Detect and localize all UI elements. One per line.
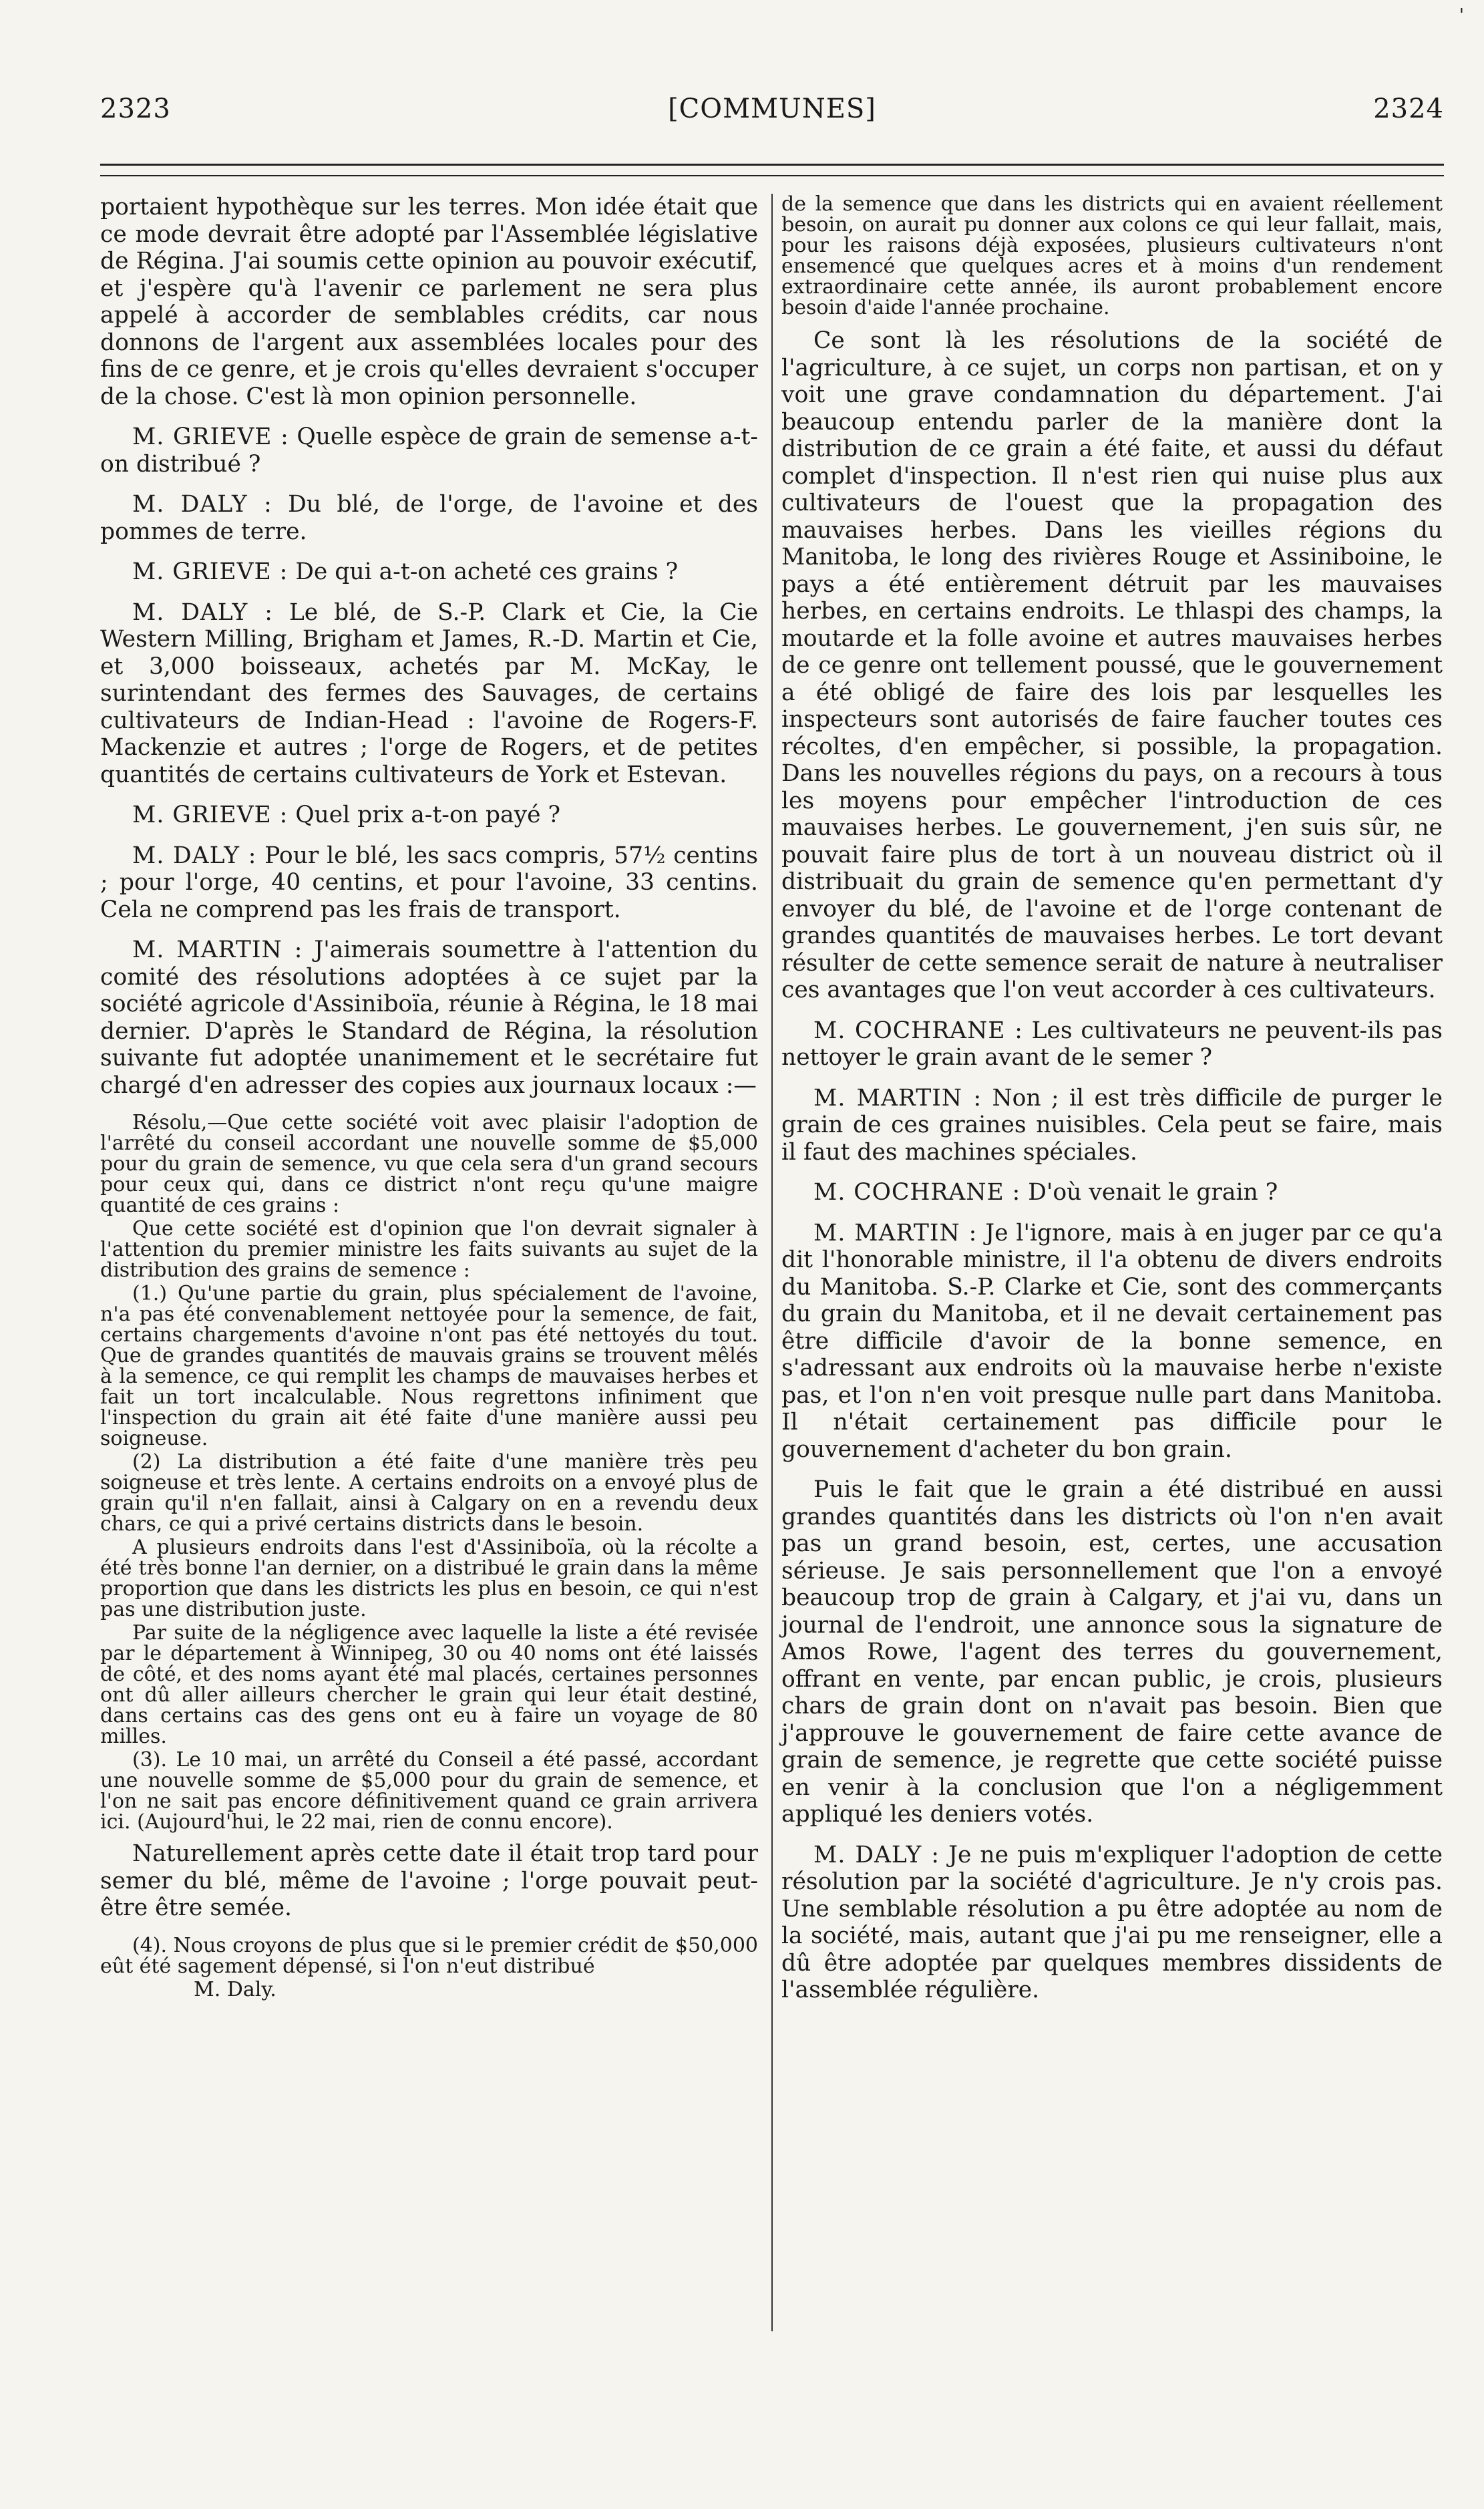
page-number-right: 2324 [1373, 94, 1444, 124]
page-header [100, 94, 1444, 140]
speaker: M. MARTIN : [813, 1084, 982, 1112]
speaker: M. COCHRANE : [813, 1179, 1021, 1206]
speaker: M. GRIEVE : [132, 802, 289, 828]
speaker: M. COCHRANE : [813, 1017, 1023, 1044]
resolution-paragraph: Que cette société est d'opinion que l'on devrait signaler à l'attention du premier ministre les faits suivants au sujet de la distribution des grains de semence : [100, 1217, 758, 1282]
speech: M. MARTIN : Non ; il est très difficile de purger le grain de ces graines nuisibles. Cela peut se faire, mais il faut des machines spéciales. [781, 1084, 1443, 1166]
speech: M. GRIEVE : De qui a-t-on acheté ces grains ? [132, 558, 679, 585]
resolution-quote [100, 1112, 758, 1832]
resolution-paragraph: Résolu,—Que cette société voit avec plaisir l'adoption de l'arrêté du conseil accordant une nouvelle somme de $5,000 pour du grain de semence, vu que cela sera d'un grand secours pour ceux qui, dans ce district n'ont reçu qu'une maigre quantité de ces grains : [100, 1111, 758, 1217]
header-rule-thick [100, 164, 1444, 166]
speech: M. GRIEVE : Quelle espèce de grain de semense a-t-on distribué ? [100, 424, 759, 478]
resolution-paragraph: (1.) Qu'une partie du grain, plus spécialement de l'avoine, n'a pas été convenablement nettoyée pour la semence, de fait, certains chargements d'avoine n'ont pas été nettoyés du tout. Que de grandes quantités de mauvais grains se trouvent mêlés à la semence, ce qui remplit les champs de mauvaises herbes et fait un tort incalculable. Nous regrettons infiniment que l'inspection du grain ait été faite d'une manière aussi peu soigneuse. [100, 1282, 758, 1450]
left-column [100, 194, 758, 2003]
right-column [781, 194, 1443, 2017]
header-rule-thin [100, 175, 1444, 176]
speech: M. GRIEVE : Quel prix a-t-on payé ? [132, 802, 560, 828]
speech: M. DALY : Le blé, de S.-P. Clark et Cie, la Cie Western Milling, Brigham et James, R.-D. Martin et Cie, et 3,000 boisseaux, achetés par M. McKay, le surintendant des fermes des Sauvages, de certains cultivateurs de Indian-Head : l'avoine de Rogers-F. Mackenzie et autres ; l'orge de Rogers, et de petites quantités de certains cultivateurs de York et Estevan. [100, 599, 759, 788]
speech: M. MARTIN : Je l'ignore, mais à en juger par ce qu'a dit l'honorable ministre, il l'a obtenu de divers endroits du Manitoba. S.-P. Clarke et Cie, sont des commerçants du grain du Manitoba, et il ne devait certainement pas être difficile d'avoir de la bonne semence, en s'adressant aux endroits où la mauvaise herbe n'existe pas, et l'on n'en voit presque nulle part dans Manitoba. Il n'était certainement pas difficile pour le gouvernement d'acheter du bon grain. [781, 1219, 1443, 1463]
speaker: M. DALY : [132, 491, 272, 518]
speech: M. MARTIN : J'aimerais soumettre à l'attention du comité des résolutions adoptées à ce sujet par la société agricole d'Assiniboïa, réunie à Régina, le 18 mai dernier. D'après le Standard de Régina, la résolution suivante fut adoptée unanimement et le secrétaire fut chargé d'en adresser des copies aux journaux locaux :— [100, 937, 759, 1099]
speech: M. DALY : Je ne puis m'expliquer l'adoption de cette résolution par la société d'agriculture. Je n'y crois pas. Une semblable résolution a pu être adoptée au nom de la société, mais, autant que j'ai pu me renseigner, elle a dû être adoptée par quelques membres dissidents de l'assemblée régulière. [781, 1841, 1443, 2003]
speaker: M. MARTIN : [813, 1219, 978, 1246]
column-divider [771, 194, 773, 2331]
speaker: M. MARTIN : [132, 937, 303, 963]
paragraph: portaient hypothèque sur les terres. Mon idée était que ce mode devrait être adopté par l'Assemblée législative de Régina. J'ai soumis cette opinion au pouvoir exécutif, et j'espère qu'à l'avenir ce parlement ne sera plus appelé à accorder de semblables crédits, car nous donnons de l'argent aux assemblées locales pour des fins de ce genre, et je crois qu'elles devraient s'occuper de la chose. C'est là mon opinion personnelle. [100, 194, 758, 410]
speaker: M. DALY : [132, 599, 273, 626]
resolution-paragraph: Par suite de la négligence avec laquelle la liste a été revisée par le département à Winnipeg, 30 ou 40 noms ont été laissés de côté, et des noms ayant été mal placés, certaines personnes ont dû aller ailleurs chercher le grain qui leur était destiné, dans certains cas des gens ont eu à faire un voyage de 80 milles. [100, 1621, 758, 1748]
resolution-paragraph: (4). Nous croyons de plus que si le premier crédit de $50,000 eût été sagement dépensé, si l'on n'eut distribué [100, 1933, 758, 1978]
paragraph: Puis le fait que le grain a été distribué en aussi grandes quantités dans les districts où l'on n'en avait pas un grand besoin, est, certes, une accusation sérieuse. Je sais personnellement que l'on a envoyé beaucoup trop de grain à Calgary, et j'ai vu, dans un journal de l'endroit, une annonce sous la signature de Amos Rowe, l'agent des terres du gouvernement, offrant en vente, par encan public, je crois, plusieurs chars de grain dont on n'avait pas besoin. Bien que j'approuve le gouvernement de faire cette avance de grain de semence, je regrette que cette société puisse en venir à la conclusion que l'on a négligemment appliqué les deniers votés. [781, 1476, 1443, 1828]
page-number-left: 2323 [100, 94, 171, 124]
corner-mark: ' [1459, 5, 1464, 25]
resolution-paragraph: (3). Le 10 mai, un arrêté du Conseil a été passé, accordant une nouvelle somme de $5,000 pour du grain de semence, et l'on ne sait pas encore définitivement quand ce grain arrivera ici. (Aujourd'hui, le 22 mai, rien de connu encore). [100, 1748, 758, 1834]
resolution-continuation: de la semence que dans les districts qui en avaient réellement besoin, on aurait pu donner aux colons ce qui leur fallait, mais, pour les raisons déjà exposées, plusieurs cultivateurs n'ont ensemencé que quelques acres et à moins d'un rendement extraordinaire cette année, ils auront probablement encore besoin d'aide l'année prochaine. [781, 192, 1443, 319]
speaker: M. GRIEVE : [132, 558, 289, 585]
signature: M. Daly. [194, 1977, 276, 2001]
speech: M. COCHRANE : Les cultivateurs ne peuvent-ils pas nettoyer le grain avant de le semer ? [781, 1017, 1443, 1071]
speech: M. DALY : Pour le blé, les sacs compris, 57½ centins ; pour l'orge, 40 centins, et pour l'avoine, 33 centins. Cela ne comprend pas les frais de transport. [100, 842, 758, 923]
paragraph: Ce sont là les résolutions de la société de l'agriculture, à ce sujet, un corps non partisan, et on y voit une grave condamnation du département. J'ai beaucoup entendu parler de la manière dont la distribution de ce grain a été faite, et aussi du défaut complet d'inspection. Il n'est rien qui nuise plus aux cultivateurs de l'ouest que la propagation des mauvaises herbes. Dans les vieilles régions du Manitoba, le long des rivières Rouge et Assiniboine, le pays a été entièrement détruit par les mauvaises herbes, en certains endroits. Le thlaspi des champs, la moutarde et la folle avoine et autres mauvaises herbes de ce genre ont tellement poussé, que le gouvernement a été obligé de faire des lois par lesquelles les inspecteurs sont autorisés de faire faucher toutes ces récoltes, d'en empêcher, si possible, la propagation. Dans les nouvelles régions du pays, on a recours à tous les moyens pour empêcher l'introduction de ces mauvaises herbes. Le gouvernement, j'en suis sûr, ne pouvait faire plus de tort à un nouveau district où il distribuait du grain de semence qu'en permettant d'y envoyer du blé, de l'avoine et de l'orge contenant de grandes quantités de mauvaises herbes. Le tort devant résulter de cette semence serait de nature à neutraliser ces avantages que l'on veut accorder à ces cultivateurs. [781, 327, 1443, 1003]
speaker: M. DALY : [813, 1841, 940, 1868]
paragraph: Naturellement après cette date il était trop tard pour semer du blé, même de l'avoine ; l'orge pouvait peut-être être semée. [100, 1840, 758, 1921]
page-title: [COMMUNES] [668, 94, 876, 124]
resolution-paragraph: A plusieurs endroits dans l'est d'Assiniboïa, où la récolte a été très bonne l'an dernier, on a distribué le grain dans la même proportion que dans les districts les plus en besoin, ce qui n'est pas une distribution juste. [100, 1536, 758, 1621]
resolution-paragraph: (2) La distribution a été faite d'une manière très peu soigneuse et très lente. A certains endroits on a envoyé plus de grain qu'il n'en fallait, ainsi à Calgary on en a revendu deux chars, ce qui a privé certains districts dans le besoin. [100, 1450, 758, 1536]
speech: M. DALY : Du blé, de l'orge, de l'avoine et des pommes de terre. [100, 491, 758, 545]
speech: M. COCHRANE : D'où venait le grain ? [813, 1179, 1278, 1206]
speaker: M. DALY : [132, 842, 257, 869]
speaker: M. GRIEVE : [132, 424, 289, 450]
